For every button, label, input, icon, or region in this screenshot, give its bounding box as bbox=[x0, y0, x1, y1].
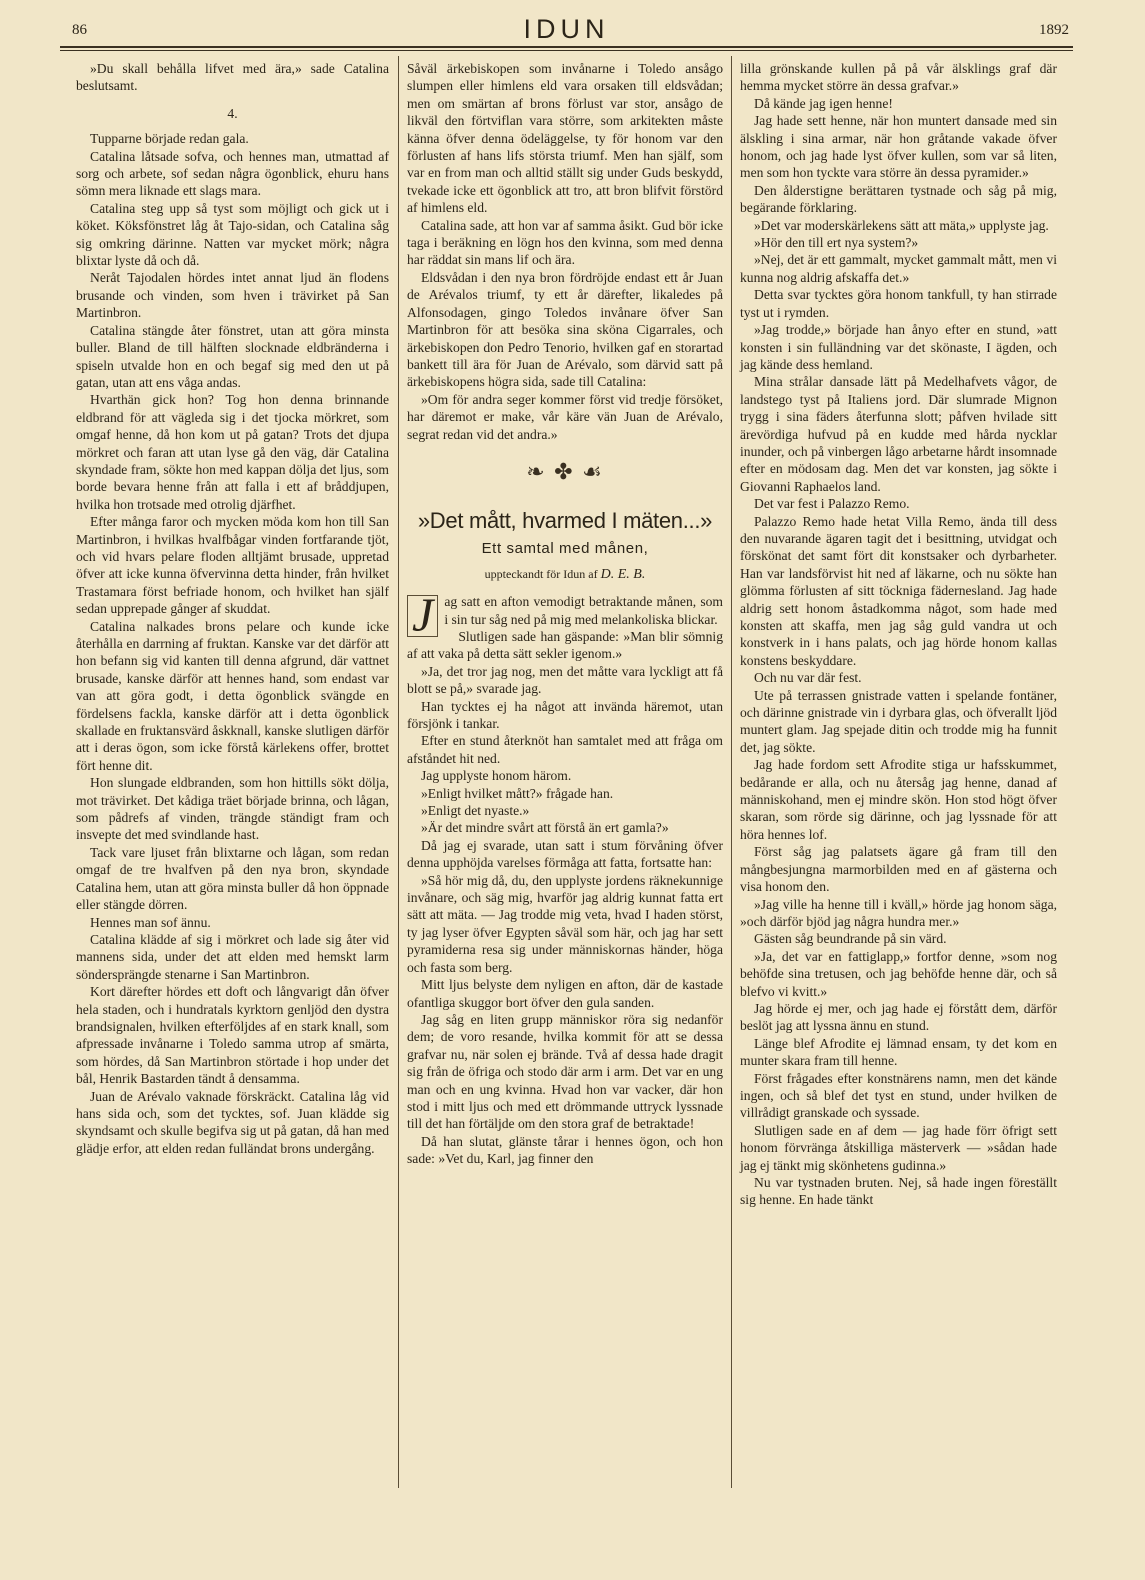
article-title: »Det mått, hvarmed I mäten...» bbox=[417, 508, 713, 534]
column-2 bbox=[407, 60, 723, 1490]
paragraph: Mina strålar dansade lätt på Medelhafvets vågor, de landstego tyst på Italiens jord. Där slumrade Mignon trygg i sina fäders återfunna slott; påfven hvilade sitt ärevördiga hufvud på en kudde med hårda nycklar inunder, och på vinbergen lågo arbetarne hårdt insomnade efter en mödosam dag. Men det var konsten, jag sökte i Giovanni Raphaelos land. bbox=[740, 374, 1057, 494]
paragraph: »Jag trodde,» började han ånyo efter en stund, »att konsten i sin fulländning var det skönaste, I ägden, och jag kände dess hemland. bbox=[740, 322, 1057, 372]
drop-cap: J bbox=[407, 595, 438, 637]
ornament-divider: ❧ ✤ ☙ bbox=[526, 458, 604, 484]
paragraph: Hon slungade eldbranden, som hon hittills sökt dölja, mot trävirket. Det kådiga träet började brinna, och lågan, som pådrefs af vinden, trängde ständigt fram och insvepte det med svindlande hast. bbox=[76, 775, 389, 843]
paragraph: Först frågades efter konstnärens namn, men det kände ingen, och så blef det tyst en stund, under hvilken de villrådigt granskade och syssade. bbox=[740, 1070, 1057, 1121]
article-body bbox=[407, 628, 723, 1168]
paragraph: Jag hade sett henne, när hon muntert dansade med sin älskling i sina armar, när hon gråtande vakade öfver honom, och jag hade lyst öfver kullen, som var så liten, men som hon tyckte vara större än dessa pyramider.» bbox=[740, 113, 1057, 181]
paragraph: Ute på terrassen gnistrade vatten i spelande fontäner, och därinne gnistrade vin i dyrbara glas, och öfverallt ljöd muntert glam. Jag spejade ditin och trodde mig ha funnit det, jag sökte. bbox=[740, 687, 1057, 755]
article-body-continued bbox=[740, 95, 1057, 1209]
column-divider bbox=[731, 56, 732, 1488]
paragraph: Hennes man sof ännu. bbox=[90, 914, 211, 930]
page-year: 1892 bbox=[1039, 22, 1069, 38]
paragraph: Nu var tystnaden bruten. Nej, så hade ingen föreställt sig henne. En hade tänkt bbox=[740, 1175, 1057, 1208]
paragraph: Då jag ej svarade, utan satt i stum förvåning öfver denna upphöjda varelses förmåga att fatta, fortsatte han: bbox=[407, 837, 723, 871]
paragraph: Hvarthän gick hon? Tog hon denna brinnande eldbrand för att vägleda sig i det tjocka mörkret, som omgaf henne, då hon kom ut på gatan? Trots det djupa mörkret och faran att utan lyse gå den väg, där Catalina skyndade fram, sökte hon med kappan dölja det ljus, som borde bevara henne från att falla i ett af bråddjupen, hvilka hon trotsade med otrolig djärfhet. bbox=[76, 392, 389, 512]
article-continuation: lilla grönskande kullen på på vår älsklings graf där hemma mycket större än dessa grafvar.» bbox=[740, 61, 1057, 94]
paragraph: Då han slutat, glänste tårar i hennes ögon, och hon sade: »Vet du, Karl, jag finner den bbox=[407, 1133, 723, 1167]
paragraph: Mitt ljus belyste dem nyligen en afton, där de kastade ofantliga skuggor bort öfver den gula sanden. bbox=[407, 977, 723, 1010]
paragraph: Jag såg en liten grupp människor röra sig nedanför dem; de voro resande, hvilka kommit för att se dessa grafvar nu, när solen ej brände. Två af dessa hade dragit sig från de öfriga och stodo där arm i arm. Det var en ung man och en ung kvinna. Hvad hon var vacker, där hon stod i mitt ljus och med ett drömmande uttryck lyssnade till det han förtäljde om den stora graf de betraktade! bbox=[407, 1011, 723, 1132]
article-first-paragraph bbox=[407, 589, 723, 643]
paragraph: Efter många faror och mycken möda kom hon till San Martinbron, i hvilkas hvalfbågar vinden fortfarande tjöt, och vid hvars pelare floden alltjämt brusade, uppretad öfver att icke kunna öfvervinna detta hinder, från hvilket Trastamara först befriade honom, och hvilket han själf sedan upprepade gånger af skuddat. bbox=[76, 514, 389, 617]
paragraph: Eldsvådan i den nya bron fördröjde endast ett år Juan de Arévalos triumf, ty ett år därefter, likaledes på Alfonsodagen, gingo Toledos invånare öfver San Martinbron för att besöka sina sköna Cigarrales, och ärkebiskopen don Pedro Tenorio, hvilken gaf en storartad bankett till ära för Juan de Arévalo, som därvid satt på ärkebiskopens högra sida, sade till Catalina: bbox=[407, 269, 723, 390]
byline-prefix: uppteckandt för Idun af bbox=[484, 566, 598, 581]
paragraph: Efter en stund återknöt han samtalet med att fråga om afståndet hit ned. bbox=[407, 733, 723, 766]
paragraph: Neråt Tajodalen hördes intet annat ljud än flodens brusande och vinden, som hven i trävirket på San Martinbron. bbox=[76, 270, 389, 321]
paragraph: Slutligen sade han gäspande: »Man blir sömnig af att vaka på detta sätt sekler igenom.» bbox=[407, 628, 723, 662]
page-header bbox=[60, 14, 1073, 50]
paragraph: »Om för andra seger kommer först vid tredje försöket, har däremot er make, vår käre vän Juan de Arévalo, segrat redan vid det andra.» bbox=[407, 391, 723, 442]
paragraph: »Enligt hvilket mått?» frågade han. bbox=[421, 785, 614, 801]
paragraph: Palazzo Remo hade hetat Villa Remo, ända till dess den nuvarande ägaren tagit det i besittning, utvidgat och förskönat det samt fört dit konstsaker och dyrbarheter. Han var landsförvist hit ned af läkarne, och nu sökte han glömma förlusten af sitt töckniga fädernesland. Jag hade aldrig sett honom åstadkomma något, som hade med konsten att skaffa, men jag såg guld vandra ut och konstverk in i hans palats, och jag hörde honom kallas konstens beskyddare. bbox=[740, 513, 1057, 668]
paragraph: Tupparne började redan gala. bbox=[90, 131, 249, 147]
header-rule bbox=[60, 46, 1073, 48]
paragraph: »Hör den till ert nya system?» bbox=[754, 235, 919, 251]
paragraph: Jag hörde ej mer, och jag hade ej förstått dem, därför beslöt jag att lyssna ännu en stund. bbox=[740, 1000, 1057, 1034]
story-ending bbox=[407, 217, 723, 443]
page-number: 86 bbox=[72, 22, 87, 38]
paragraph: Det var fest i Palazzo Remo. bbox=[754, 496, 910, 512]
paragraph: Länge blef Afrodite ej lämnad ensam, ty det kom en munter skara fram till henne. bbox=[740, 1035, 1057, 1069]
paragraph: Detta svar tycktes göra honom tankfull, ty han stirrade tyst ut i rymden. bbox=[740, 287, 1057, 320]
paragraph: Den ålderstigne berättaren tystnade och såg på mig, begärande förklaring. bbox=[740, 182, 1057, 216]
article-byline bbox=[407, 566, 723, 583]
paragraph: »Ja, det tror jag nog, men det måtte vara lyckligt att få blott se på,» svarade jag. bbox=[407, 663, 723, 697]
paragraph: »Nej, det är ett gammalt, mycket gammalt mått, men vi kunna nog aldrig afskaffa det.» bbox=[740, 252, 1057, 285]
story-body bbox=[76, 130, 389, 1157]
paragraph: »Ja, det var en fattiglapp,» fortfor denne, »som nog behöfde sina tretusen, och jag behöfde henne där, och så blefvo vi kvitt.» bbox=[740, 948, 1057, 999]
paragraph: Catalina låtsade sofva, och hennes man, utmattad af sorg och arbete, sof sedan några ögonblick, ehuru hans sömn mera liknade ett slags mara. bbox=[76, 148, 389, 199]
paragraph: Catalina stängde åter fönstret, utan att göra minsta buller. Bland de till hälften slocknade eldbränderna i spiseln utvalde hon en och begaf sig med den ut på gatan, utan att ens våga andas. bbox=[76, 322, 389, 390]
paragraph: Först såg jag palatsets ägare gå fram till den mångbesjungna marmorbilden med en af gästerna och visa honom den. bbox=[740, 844, 1057, 895]
header-rule-thin bbox=[60, 50, 1073, 51]
section-number: 4. bbox=[227, 105, 238, 121]
story-continuation: Såväl ärkebiskopen som invånarne i Toledo ansågo slumpen eller himlens eld vara orsaken till eldsvådan; men om smärtan af brons förlust var stor, ansågo de likväl den förtviflan vara större, som arkitekten måste känna öfver denna ödeläggelse, ty för honom var den förlusten af hans lifs största triumf. Men han själf, som var en from man och alltid ställt sig under Guds beskydd, tvekade icke ett ögonblick att tro, att bron blifvit förstörd af himlens eld. bbox=[407, 61, 723, 216]
paragraph: »Så hör mig då, du, den upplyste jordens räknekunnige invånare, och säg mig, hvarför jag aldrig kunnat fatta ert sätt att mäta. — Jag trodde mig veta, hvad I haden störst, ty jag lyser öfver Egypten såväl som här, och jag har sett pyramiderna resa sig under människornas händer, höga och fasta som berg. bbox=[407, 872, 723, 975]
column-1 bbox=[76, 60, 389, 1490]
paragraph: »Jag ville ha henne till i kväll,» hörde jag honom säga, »och därför bjöd jag några hundra mer.» bbox=[740, 896, 1057, 929]
paragraph: Slutligen sade en af dem — jag hade förr öfrigt sett honom förvränga åtskilliga mästerverk — »sådan hade jag ej tänkt mig skönhetens gudinna.» bbox=[740, 1122, 1057, 1173]
paragraph: Jag upplyste honom härom. bbox=[421, 768, 572, 784]
column-divider bbox=[398, 56, 399, 1488]
paragraph: Kort därefter hördes ett doft och långvarigt dån öfver hela staden, och i hundratals kyrktorn genljöd den dystra brandsignalen, hvilken efterföljdes af en stark knall, som afpressade invånarne i Toledo samma utrop af smärta, som hördes, då San Martinbron störtade i hop under det bål, Henrik Bastarden tändt å densamma. bbox=[76, 984, 389, 1087]
paragraph: »Enligt det nyaste.» bbox=[421, 803, 530, 819]
paragraph: Catalina sade, att hon var af samma åsikt. Gud bör icke taga i beräkning en lögn hos den kvinna, som med denna har räddat sin mans lif och ära. bbox=[407, 217, 723, 268]
paragraph: Gästen såg beundrande på sin värd. bbox=[754, 931, 947, 947]
story-intro: »Du skall behålla lifvet med ära,» sade Catalina beslutsamt. bbox=[76, 61, 389, 94]
paragraph: Jag hade fordom sett Afrodite stiga ur hafsskummet, bedårande er alla, och nu återsåg jag henne, danad af människohand, men ej mindre skön. Hon stod högt öfver skaran, som rörde sig därinne, och jag lyssnade för att höra hennes lof. bbox=[740, 757, 1057, 842]
paragraph: Han tycktes ej ha något att invända häremot, utan försjönk i tankar. bbox=[407, 698, 723, 731]
masthead-title: IDUN bbox=[523, 14, 610, 44]
paragraph: Då kände jag igen henne! bbox=[754, 95, 893, 111]
paragraph: Och nu var där fest. bbox=[754, 670, 862, 686]
paragraph: Juan de Arévalo vaknade förskräckt. Catalina låg vid hans sida och, som det tycktes, sof. Juan klädde sig skyndsamt och skulle begifva sig ut på gatan, då han med glädje erfor, att elden redan fulländat brons undergång. bbox=[76, 1088, 389, 1156]
byline-author: D. E. B. bbox=[600, 566, 646, 582]
paragraph: Catalina klädde af sig i mörkret och lade sig åter vid mannens sida, under det att elden med hemskt larm söndersprängde stenarne i San Martinbron. bbox=[76, 931, 389, 982]
article-subtitle: Ett samtal med månen, bbox=[481, 540, 649, 558]
first-paragraph-text: ag satt en afton vemodigt betraktande månen, som i sin tur såg ned på mig med melankoliska blickar. bbox=[444, 594, 723, 627]
paragraph: »Är det mindre svårt att förstå än ert gamla?» bbox=[421, 820, 669, 836]
paragraph: »Det var moderskärlekens sätt att mäta,» upplyste jag. bbox=[754, 217, 1049, 233]
column-3 bbox=[740, 60, 1057, 1490]
paragraph: Tack vare ljuset från blixtarne och lågan, som redan omgaf de tre hvalfven på den nya bron, skyndade Catalina hem, utan att göra minsta buller då hon öppnade eller stängde dörren. bbox=[76, 844, 389, 913]
paragraph: Catalina nalkades brons pelare och kunde icke återhålla en darrning af fruktan. Kanske var det därför att hon befann sig vid kanten till denna afgrund, där vattnet brusade, kanske därför att hennes hand, som endast var van att göra godt, i detta ögonblick svängde en fördelsens fackla, kanske därför att i detta ögonblick skallade en fruktansvärd åskknall, kanske slutligen därför att i deras ögon, som icke förstå kärlekens offer, brottet fört henne dit. bbox=[76, 618, 389, 773]
paragraph: Catalina steg upp så tyst som möjligt och gick ut i köket. Köksfönstret låg åt Tajo-sidan, och Catalina såg sig omkring därinne. Natten var mycket mörk; några blixtar lyste då och då. bbox=[76, 200, 389, 269]
